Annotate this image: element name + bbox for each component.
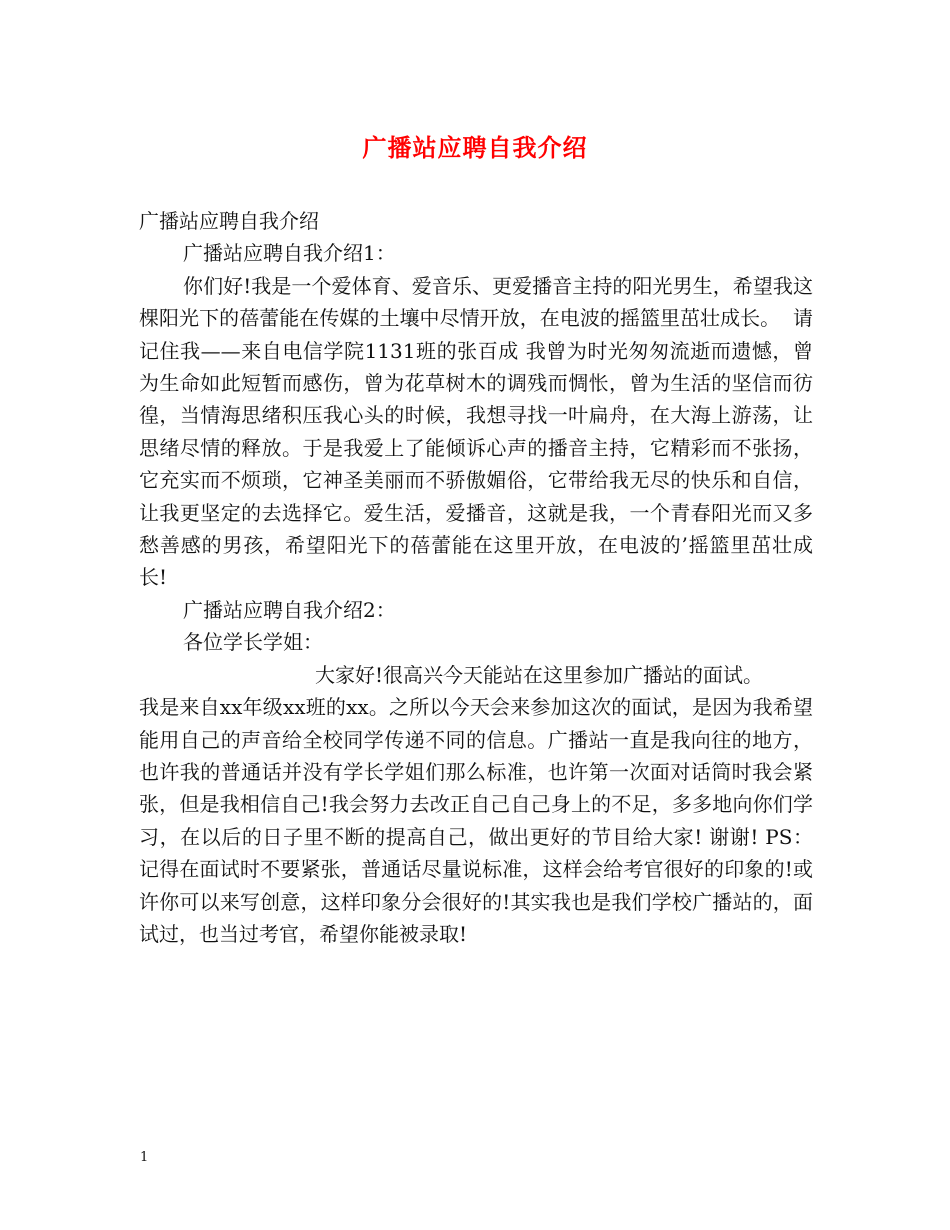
section2-paragraph: 我是来自xx年级xx班的xx。之所以今天会来参加这次的面试，是因为我希望能用自己的声音给全校同学传递不同的信息。广播站一直是我向往的地方，也许我的普通话并没有学长学姐们那么标准，也许第一次面对话筒时我会紧张，但是我相信自己!我会努力去改正自己自己身上的不足，多多地向你们学习，在以后的日子里不断的提高自己，做出更好的节目给大家! 谢谢! PS：记得在面试时不要紧张，普通话尽量说标准，这样会给考官很好的印象的!或许你可以来写创意，这样印象分会很好的!其实我也是我们学校广播站的，面试过，也当过考官，希望你能被录取! [139, 695, 813, 946]
section2-heading: 广播站应聘自我介绍2： [183, 597, 396, 622]
section2-salutation: 各位学长学姐： [183, 630, 323, 655]
page-number: 1 [140, 1150, 149, 1165]
section2-greeting: 大家好!很高兴今天能站在这里参加广播站的面试。 [315, 662, 764, 687]
section1-heading: 广播站应聘自我介绍1： [183, 241, 396, 266]
document-heading: 广播站应聘自我介绍 [139, 209, 319, 233]
section1-paragraph: 你们好!我是一个爱体育、爱音乐、更爱播音主持的阳光男生，希望我这棵阳光下的蓓蕾能在传媒的土壤中尽情开放，在电波的摇篮里茁壮成长。 请记住我——来自电信学院1131班的张百成 我曾为时光匆匆流逝而遗憾，曾为生命如此短暂而感伤，曾为花草树木的调残而惆怅，曾为生活的坚信而彷徨，当情海思绪积压我心头的时候，我想寻找一叶扁舟，在大海上游荡，让思绪尽情的释放。于是我爱上了能倾诉心声的播音主持，它精彩而不张扬，它充实而不烦琐，它神圣美丽而不骄傲媚俗，它带给我无尽的快乐和自信，让我更坚定的去选择它。爱生活，爱播音，这就是我，一个青春阳光而又多愁善感的男孩，希望阳光下的蓓蕾能在这里开放，在电波的’摇篮里茁壮成长! [139, 273, 813, 590]
document-title: 广播站应聘自我介绍 [362, 133, 588, 162]
document-body [139, 205, 813, 950]
